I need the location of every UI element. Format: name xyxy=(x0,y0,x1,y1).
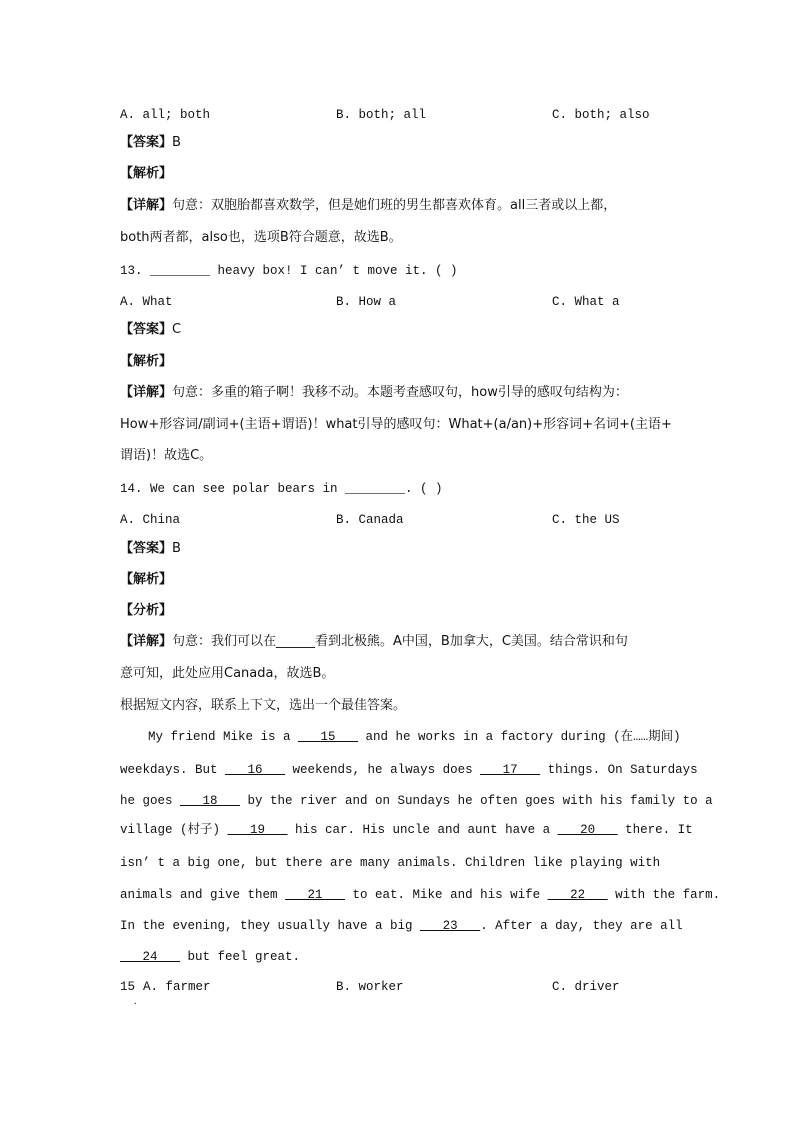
q15-option-b: B. worker xyxy=(336,980,404,994)
passage-line-3: he goes ___18___ by the river and on Sundays he often goes with his family to a xyxy=(120,794,713,808)
q13-detail: 【详解】句意：多重的箱子啊！我移不动。本题考查感叹句，how引导的感叹句结构为： xyxy=(120,385,628,400)
q13-option-c: C. What a xyxy=(552,295,620,309)
q15-number: 15 xyxy=(120,980,136,994)
passage-line-1: My friend Mike is a ___15___ and he works in a factory during (在……期间) xyxy=(148,730,681,744)
q13-detail-cont2: 谓语)！故选C。 xyxy=(120,448,213,463)
q13-analysis-tag: 【解析】 xyxy=(120,354,173,369)
q14-fenxi-tag: 【分析】 xyxy=(120,603,173,618)
q15-dot: . xyxy=(134,996,137,1007)
passage-line-5: isn’ t a big one, but there are many animals. Children like playing with xyxy=(120,856,661,870)
q12-option-b: B. both; all xyxy=(336,108,427,122)
q14-option-b: B. Canada xyxy=(336,513,404,527)
q12-option-c: C. both; also xyxy=(552,108,650,122)
q12-answer: 【答案】B xyxy=(120,135,181,150)
blank-20: ___20___ xyxy=(557,823,618,837)
q14-option-a: A. China xyxy=(120,513,181,527)
q12-detail-cont: both两者都，also也，选项B符合题意，故选B。 xyxy=(120,230,402,245)
q13-detail-cont: How+形容词/副词+(主语+谓语)！what引导的感叹句：What+(a/an)+形容词+名词+(主语+ xyxy=(120,417,672,432)
q14-stem: 14. We can see polar bears in ________. ( ) xyxy=(120,482,443,496)
blank-22: ___22___ xyxy=(547,888,608,902)
q13-stem: 13. ________ heavy box! I can’ t move it. ( ) xyxy=(120,264,458,278)
q12-analysis-tag: 【解析】 xyxy=(120,166,173,181)
q13-option-b: B. How a xyxy=(336,295,397,309)
q14-answer: 【答案】B xyxy=(120,541,181,556)
blank-15: ___15___ xyxy=(298,730,359,744)
passage-line-2: weekdays. But ___16___ weekends, he always does ___17___ things. On Saturdays xyxy=(120,763,698,777)
passage-line-4: village (村子) ___19___ his car. His uncle and aunt have a ___20___ there. It xyxy=(120,823,693,837)
section-instruction: 根据短文内容，联系上下文，选出一个最佳答案。 xyxy=(120,698,407,713)
q14-option-c: C. the US xyxy=(552,513,620,527)
blank-16: ___16___ xyxy=(225,763,286,777)
q12-option-a: A. all; both xyxy=(120,108,211,122)
q14-detail: 【详解】句意：我们可以在______看到北极熊。A中国，B加拿大，C美国。结合常识和句 xyxy=(120,634,628,649)
q13-answer: 【答案】C xyxy=(120,322,182,337)
q12-detail: 【详解】句意：双胞胎都喜欢数学，但是她们班的男生都喜欢体育。all三者或以上都， xyxy=(120,198,617,213)
q15-option-a: A. farmer xyxy=(143,980,211,994)
passage-line-7: In the evening, they usually have a big ___23___. After a day, they are all xyxy=(120,919,683,933)
q13-option-a: A. What xyxy=(120,295,173,309)
passage-line-8: ___24___ but feel great. xyxy=(120,950,301,964)
q15-option-c: C. driver xyxy=(552,980,620,994)
blank-21: ___21___ xyxy=(285,888,346,902)
blank-17: ___17___ xyxy=(480,763,541,777)
blank-24: ___24___ xyxy=(120,950,181,964)
blank-18: ___18___ xyxy=(180,794,241,808)
q14-detail-cont: 意可知，此处应用Canada，故选B。 xyxy=(120,666,335,681)
passage-line-6: animals and give them ___21___ to eat. Mike and his wife ___22___ with the farm. xyxy=(120,888,721,902)
blank-23: ___23___ xyxy=(420,919,481,933)
blank-19: ___19___ xyxy=(227,823,288,837)
q14-analysis-tag: 【解析】 xyxy=(120,572,173,587)
